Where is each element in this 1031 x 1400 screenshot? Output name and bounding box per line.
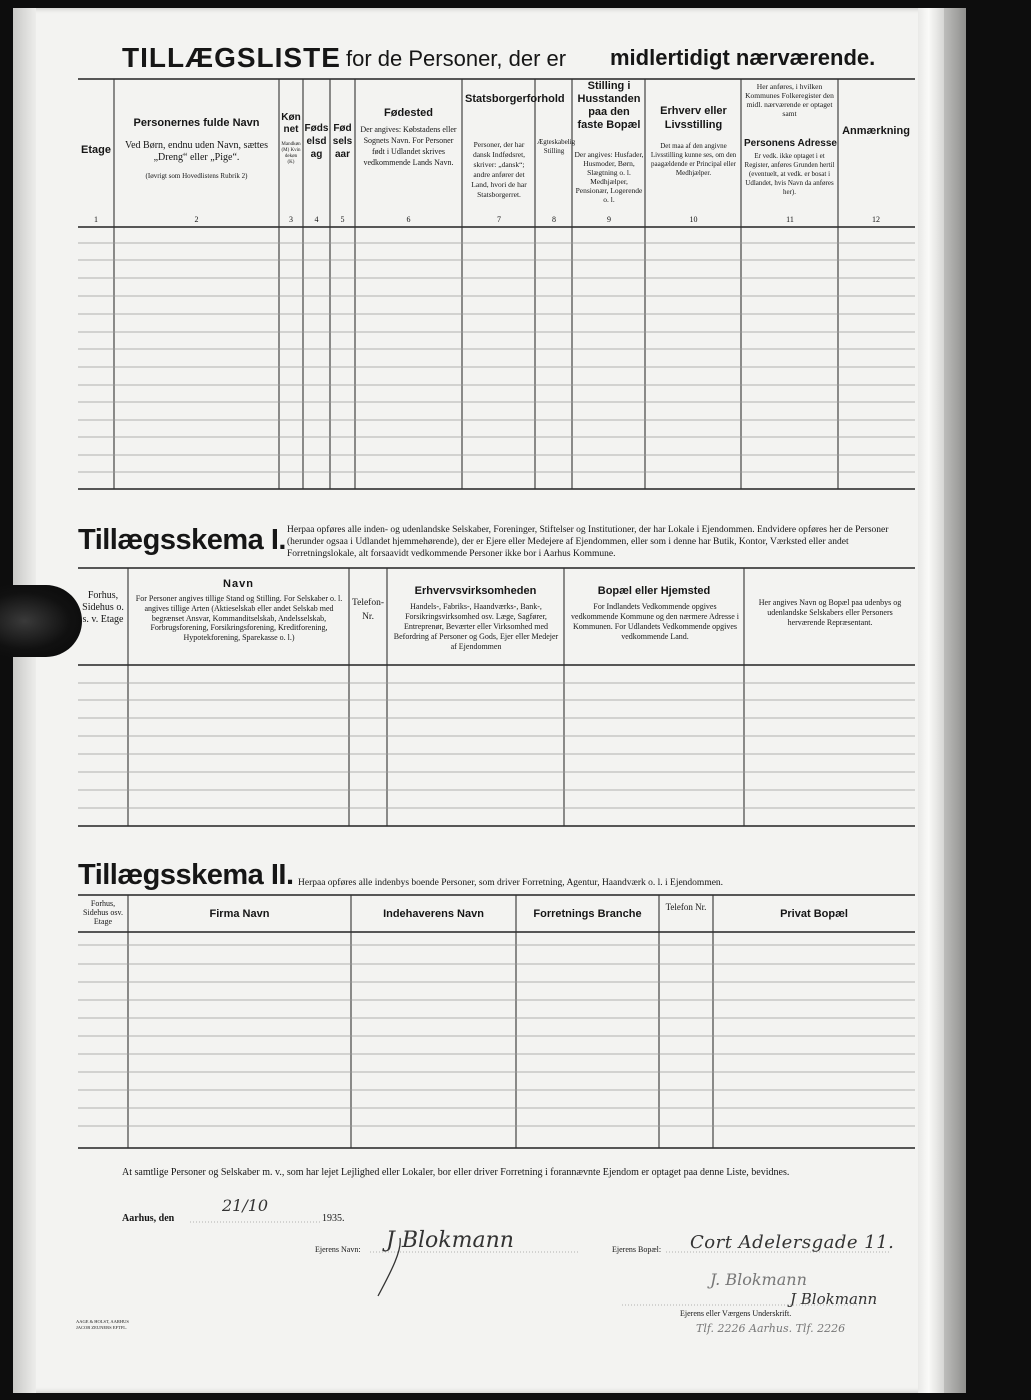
owner-signature: J Blokmann bbox=[386, 1228, 514, 1253]
liste-col-stilling-title: Stilling i Husstanden paa den faste Bopæl bbox=[577, 80, 641, 131]
liste-col-erhverv-note: Det maa af den angivne Livsstilling kunne ses, om den paagældende er Principal eller Medhjælper. bbox=[650, 142, 737, 177]
col-number: 10 bbox=[689, 215, 698, 224]
liste-col-adresse-note: Er vedk. ikke optaget i et Register, anføres Grunden hertil (eventuelt, at vedk. er bosat i Udlandet, hvis Navn da anføres her). bbox=[744, 152, 835, 196]
footer-declaration: At samtlige Personer og Selskaber m. v., som har lejet Lejlighed eller Lokaler, bor eller driver Forretning i forannævnte Ejendom er optaget paa denne Liste, bevidnes. bbox=[122, 1167, 790, 1178]
liste-col-navn-note: Ved Børn, endnu uden Navn, sættes „Dreng“ eller „Pige“. bbox=[124, 140, 269, 163]
stamp-phone-line: Tlf. 2226 Aarhus. Tlf. 2226 bbox=[696, 1322, 846, 1335]
col-number: 3 bbox=[289, 215, 293, 224]
liste-col-aegteskab: Ægteskabelig Stilling bbox=[537, 138, 576, 155]
skema1-col-erhverv-note: Handels-, Fabriks-, Haandværks-, Bank-, Forsikringsvirksomhed osv. Læge, Sagfører, Entreprenør, Beværter eller Virksomhed med Befordring af Personer og Gods, Ejer eller Medejer af Ejendommen bbox=[393, 602, 559, 651]
col-number: 6 bbox=[406, 215, 411, 224]
skema1-col-bopael-note: For Indlandets Vedkommende opgives vedkommende Kommune og den nærmere Adresse i Kommunen. For Udlandets Vedkommende opgives vedkommende Land. bbox=[571, 602, 739, 641]
col-number: 11 bbox=[786, 215, 794, 224]
skema2-title: Tillægsskema II. bbox=[78, 859, 294, 891]
col-number: 4 bbox=[314, 215, 319, 224]
liste-col-adresse-top: Her anføres, i hvilken Kommunes Folkeregister den midl. nærværende er optaget samt bbox=[745, 82, 834, 118]
skema2-col-telefon: Telefon Nr. bbox=[665, 902, 707, 912]
signature-label: Ejerens eller Værgens Underskrift. bbox=[680, 1309, 792, 1318]
owner-name-label: Ejerens Navn: bbox=[315, 1245, 361, 1254]
col-number: 9 bbox=[607, 215, 611, 224]
skema1-col-telefon: Telefon-Nr. bbox=[351, 598, 385, 622]
thumb-shadow bbox=[0, 585, 82, 657]
skema1-title: Tillægsskema I. bbox=[78, 524, 286, 556]
liste-title-mid: for de Personer, der er bbox=[346, 46, 567, 71]
liste-col-statsborger-title: Statsborgerforhold bbox=[465, 93, 565, 105]
footer-year: 1935. bbox=[322, 1213, 345, 1224]
skema1-col-erhverv-title: Erhvervsvirksomheden bbox=[414, 585, 537, 597]
skema2-intro: Herpaa opføres alle indenbys boende Personer, som driver Forretning, Agentur, Haandværk o. l. i Ejendommen. bbox=[298, 878, 724, 888]
skema1-col-navn-note: For Personer angives tillige Stand og Stilling. For Selskaber o. l. angives tillige Arten (Aktieselskab eller andet Selskab med begrænset Ansvar, Kommanditselskab, Andelsselskab, Forbrugsforening, Forsikringsforening, Kreditforening, Hypotekforening, Sparekasse o. l.) bbox=[135, 594, 343, 643]
liste-col-adresse-bold: Personens Adresse bbox=[743, 138, 837, 149]
owner-address-value: Cort Adelersgade 11. bbox=[690, 1232, 895, 1253]
skema1-col-bopael-title: Bopæl eller Hjemsted bbox=[597, 585, 711, 597]
liste-col-foedselsaar: Fødselsaar bbox=[332, 123, 353, 160]
liste-col-navn-title: Personernes fulde Navn bbox=[133, 117, 260, 129]
col-number: 12 bbox=[872, 215, 880, 224]
col-number: 2 bbox=[194, 215, 199, 224]
stamp-name: J. Blokmann bbox=[710, 1270, 807, 1289]
liste-col-koen-title: Kønnet bbox=[281, 112, 301, 135]
liste-title-bold: TILLÆGSLISTE bbox=[122, 42, 341, 73]
footer-date: 21/10 bbox=[222, 1196, 269, 1215]
liste-col-erhverv-title: Erhverv eller Livsstilling bbox=[660, 105, 727, 131]
printer-imprint: AAGE & HOLST, AARHUS JACOB ZEUNERS EFTFL. bbox=[76, 1319, 129, 1330]
liste-col-stilling-note: Der angives: Husfader, Husmoder, Børn, Slægtning o. l. Medhjælper, Pensionær, Logerende o. l. bbox=[574, 150, 644, 204]
skema1-intro: Herpaa opføres alle inden- og udenlandske Selskaber, Foreninger, Stiftelser og Institutioner, der har Lokale i Ejendommen. Endvidere opføres her de Personer (herunder ogsaa i Udlandet hjemmehørende), der er Ejere eller Medejere af Ejendommen, eller som i denne har Butik, Kontor, Værksted eller andet Forretningslokale, alt forsaavidt vedkommende Personer ikke bor i Aarhus Kommune. bbox=[287, 525, 889, 559]
skema2-col-etage: Forhus, Sidehus osv. Etage bbox=[83, 899, 123, 926]
skema2-col-firma: Firma Navn bbox=[209, 908, 270, 920]
liste-col-foedested-note: Der angives: Købstadens eller Sognets Navn. For Personer født i Udlandet skrives vedkommende Lands Navn. bbox=[360, 125, 457, 167]
liste-col-etage: Etage bbox=[81, 144, 111, 156]
skema2-col-indehaver: Indehaverens Navn bbox=[383, 908, 484, 920]
col-number: 7 bbox=[497, 215, 501, 224]
liste-title-end: midlertidigt nærværende. bbox=[610, 45, 876, 70]
liste-col-foedested-title: Fødested bbox=[384, 107, 433, 119]
liste-col-anmaerkning: Anmærkning bbox=[842, 125, 910, 137]
liste-col-foedselsdag: Fødselsdag bbox=[304, 123, 329, 160]
liste-col-navn-ref: (Iøvrigt som Hovedlistens Rubrik 2) bbox=[145, 172, 248, 180]
footer-city: Aarhus, den bbox=[122, 1213, 175, 1224]
col-number: 8 bbox=[552, 215, 556, 224]
col-number: 5 bbox=[340, 215, 345, 224]
skema1-col-etage: Forhus, Sidehus o. s. v. Etage bbox=[82, 590, 124, 625]
skema2-col-privat-bopael: Privat Bopæl bbox=[780, 908, 848, 920]
owner-address-label: Ejerens Bopæl: bbox=[612, 1245, 662, 1254]
skema1-col-repraesentant: Her angives Navn og Bopæl paa udenbys og udenlandske Selskabers eller Personers herværende Repræsentant. bbox=[758, 598, 902, 627]
stamp-signature: J Blokmann bbox=[790, 1290, 878, 1308]
liste-col-koen-note: Mandkøn (M) Kvindekøn (K) bbox=[281, 142, 301, 165]
skema2-col-branche: Forretnings Branche bbox=[533, 908, 642, 920]
col-number: 1 bbox=[94, 215, 98, 224]
skema1-col-navn-title: Navn bbox=[223, 578, 254, 590]
liste-col-statsborger-note: Personer, der har dansk Indfødsret, skriver: „dansk“; andre anfører det Land, hvori de har Statsborgerret. bbox=[471, 140, 527, 199]
